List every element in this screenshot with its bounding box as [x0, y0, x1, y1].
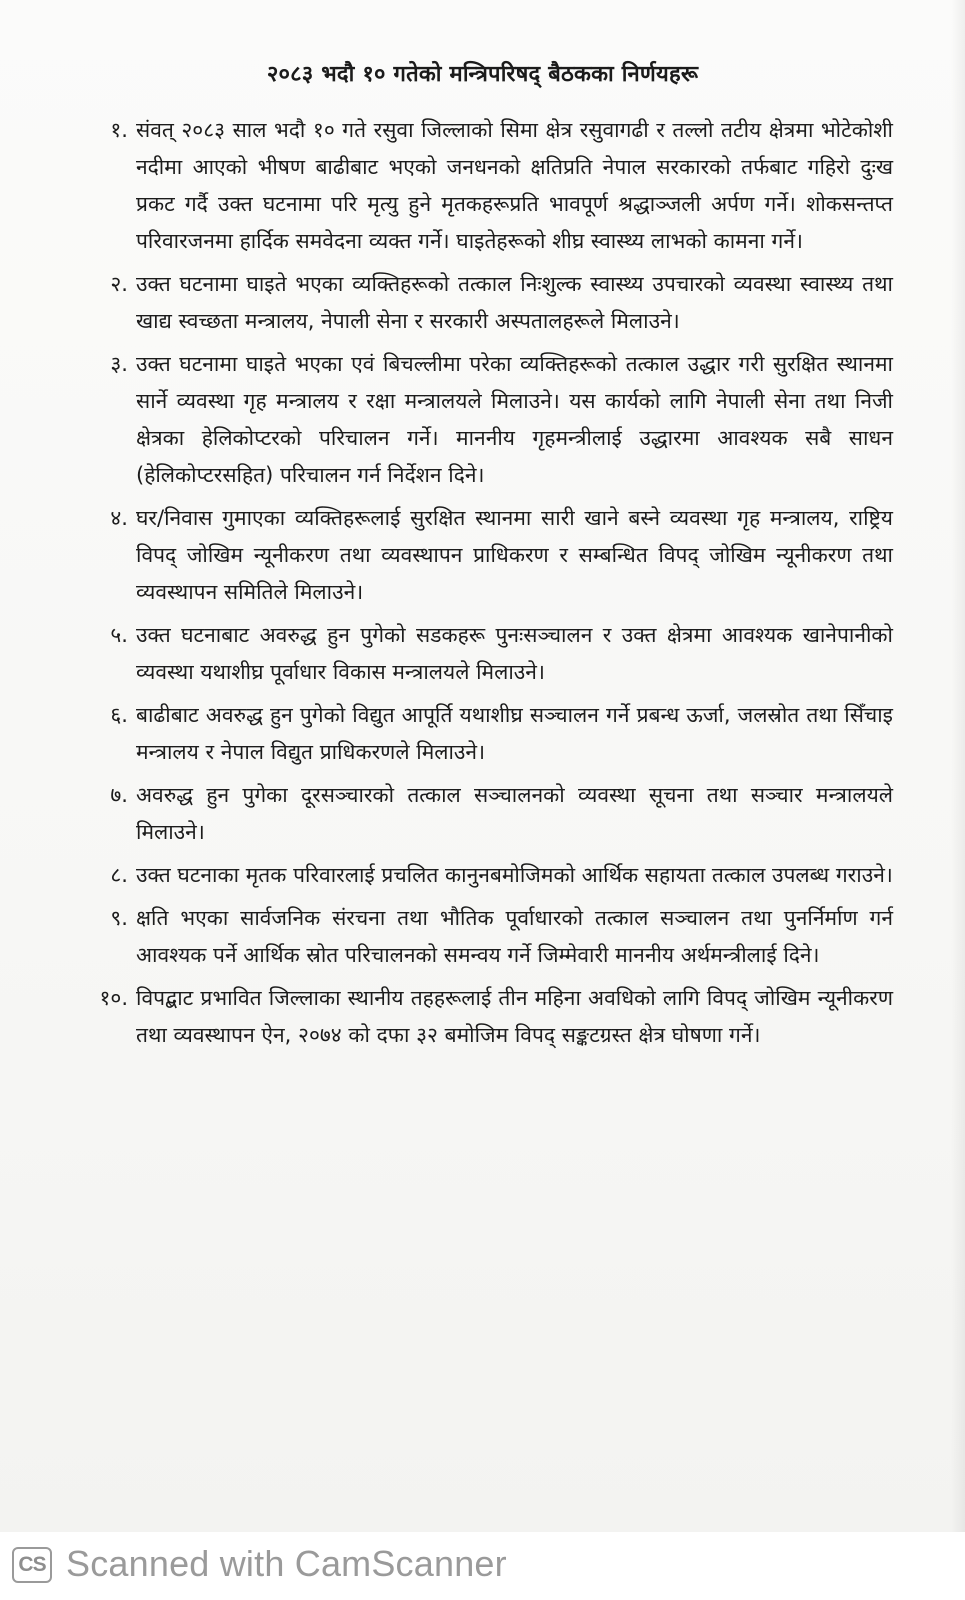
decision-text: उक्त घटनामा घाइते भएका एवं बिचल्लीमा परेका व्यक्तिहरूको तत्काल उद्धार गरी सुरक्षित स्थानमा सार्ने व्यवस्था गृह मन्त्रालय र रक्षा मन्त्रालयले मिलाउने। यस कार्यको लागि नेपाली सेना तथा निजी क्षेत्रका हेलिकोप्टरको परिचालन गर्ने। माननीय गृहमन्त्रीलाई उद्धारमा आवश्यक सबै साधन (हेलिकोप्टरसहित) परिचालन गर्न निर्देशन दिने।: [136, 352, 893, 487]
decision-item-2: [78, 266, 893, 340]
decision-number: ७.: [110, 783, 128, 807]
decision-number: ८.: [110, 863, 128, 887]
decision-text: संवत् २०८३ साल भदौ १० गते रसुवा जिल्लाको सिमा क्षेत्र रसुवागढी र तल्लो तटीय क्षेत्रमा भोटेकोशी नदीमा आएको भीषण बाढीबाट भएको जनधनको क्षतिप्रति नेपाल सरकारको तर्फबाट गहिरो दुःख प्रकट गर्दै उक्त घटनामा परि मृत्यु हुने मृतकहरूप्रति भावपूर्ण श्रद्धाञ्जली अर्पण गर्ने। शोकसन्तप्त परिवारजनमा हार्दिक समवेदना व्यक्त गर्ने। घाइतेहरूको शीघ्र स्वास्थ्य लाभको कामना गर्ने।: [136, 118, 893, 253]
decision-text: उक्त घटनामा घाइते भएका व्यक्तिहरूको तत्काल निःशुल्क स्वास्थ्य उपचारको व्यवस्था स्वास्थ्य तथा खाद्य स्वच्छता मन्त्रालय, नेपाली सेना र सरकारी अस्पतालहरूले मिलाउने।: [136, 272, 893, 333]
decision-text: उक्त घटनाबाट अवरुद्ध हुन पुगेको सडकहरू पुनःसञ्चालन र उक्त क्षेत्रमा आवश्यक खानेपानीको व्यवस्था यथाशीघ्र पूर्वाधार विकास मन्त्रालयले मिलाउने।: [136, 623, 893, 684]
decision-text: विपद्बाट प्रभावित जिल्लाका स्थानीय तहहरूलाई तीन महिना अवधिको लागि विपद् जोखिम न्यूनीकरण तथा व्यवस्थापन ऐन, २०७४ को दफा ३२ बमोजिम विपद् सङ्कटग्रस्त क्षेत्र घोषणा गर्ने।: [136, 986, 893, 1047]
decision-list: [78, 112, 893, 1060]
decision-item-6: [78, 697, 893, 771]
scanner-watermark-text: Scanned with CamScanner: [66, 1543, 507, 1584]
decision-item-10: [78, 980, 893, 1054]
decision-text: घर/निवास गुमाएका व्यक्तिहरूलाई सुरक्षित स्थानमा सारी खाने बस्ने व्यवस्था गृह मन्त्रालय, राष्ट्रिय विपद् जोखिम न्यूनीकरण तथा व्यवस्थापन प्राधिकरण र सम्बन्धित विपद् जोखिम न्यूनीकरण तथा व्यवस्थापन समितिले मिलाउने।: [136, 506, 893, 604]
decision-item-8: [78, 857, 893, 894]
decision-number: ९.: [110, 906, 128, 930]
camscanner-logo-icon: CS: [12, 1547, 52, 1583]
decision-item-7: [78, 777, 893, 851]
decision-item-1: [78, 112, 893, 260]
decision-number: १०.: [99, 986, 128, 1010]
decision-number: ४.: [110, 506, 128, 530]
decision-text: बाढीबाट अवरुद्ध हुन पुगेको विद्युत आपूर्ति यथाशीघ्र सञ्चालन गर्ने प्रबन्ध ऊर्जा, जलस्रोत तथा सिँचाइ मन्त्रालय र नेपाल विद्युत प्राधिकरणले मिलाउने।: [136, 703, 893, 764]
page-edge-shadow: [951, 0, 965, 1532]
decision-text: उक्त घटनाका मृतक परिवारलाई प्रचलित कानुनबमोजिमको आर्थिक सहायता तत्काल उपलब्ध गराउने।: [136, 863, 893, 887]
decision-number: १.: [110, 118, 128, 142]
scanner-watermark-bar: [0, 1532, 965, 1600]
decision-item-9: [78, 900, 893, 974]
decision-text: अवरुद्ध हुन पुगेका दूरसञ्चारको तत्काल सञ्चालनको व्यवस्था सूचना तथा सञ्चार मन्त्रालयले मिलाउने।: [136, 783, 893, 844]
decision-item-4: [78, 500, 893, 611]
decision-number: ६.: [110, 703, 128, 727]
decision-text: क्षति भएका सार्वजनिक संरचना तथा भौतिक पूर्वाधारको तत्काल सञ्चालन तथा पुनर्निर्माण गर्न आवश्यक पर्ने आर्थिक स्रोत परिचालनको समन्वय गर्ने जिम्मेवारी माननीय अर्थमन्त्रीलाई दिने।: [136, 906, 893, 967]
decision-item-3: [78, 346, 893, 494]
decision-number: ५.: [110, 623, 128, 647]
decision-item-5: [78, 617, 893, 691]
decision-number: २.: [110, 272, 128, 296]
decision-number: ३.: [110, 352, 128, 376]
document-title: २०८३ भदौ १० गतेको मन्त्रिपरिषद् बैठकका निर्णयहरू: [266, 62, 699, 87]
